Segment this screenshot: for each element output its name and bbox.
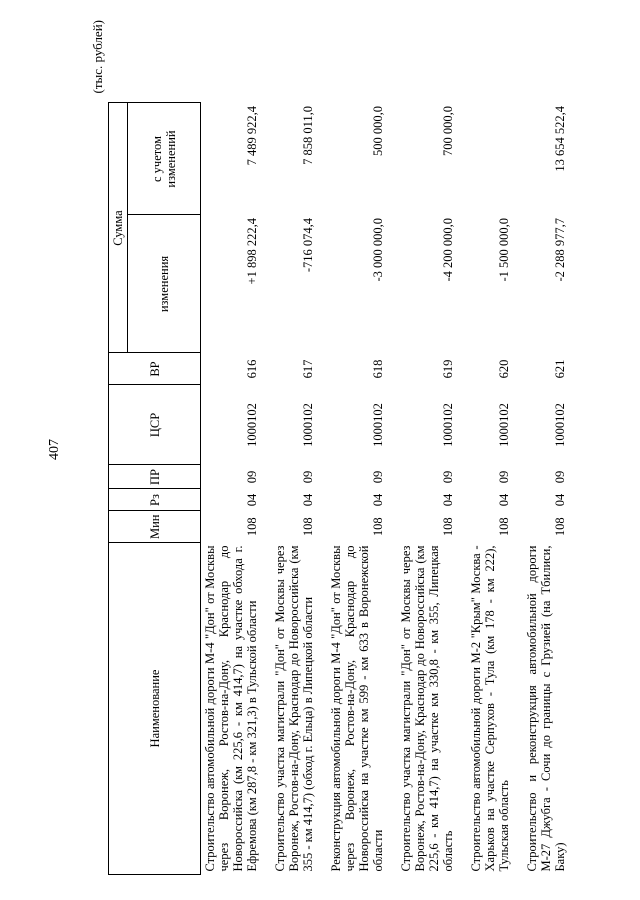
row-separator [513,103,523,875]
row-pr: 09 [497,470,511,484]
table-row [523,103,569,875]
row-rz: 04 [301,493,315,507]
row-rz: 04 [553,493,567,507]
row-change: -716 074,4 [301,218,315,273]
table-row [467,103,513,875]
table-row [201,103,262,875]
row-name: Реконструкция автомобильной дороги М-4 "Дон" от Москвы через Воронеж, Ростов-на-Дону, Краснодар до Новороссийска на участке км 599 - км 633 в Воронежской области [329,545,385,872]
row-total: 500 000,0 [371,106,385,156]
row-change: +1 898 222,4 [245,218,259,285]
row-csr: 1000102 [371,403,385,447]
header-sum: Сумма [109,103,128,353]
row-change: -1 500 000,0 [497,218,511,282]
row-total: 7 489 922,4 [245,106,259,166]
row-min: 108 [497,517,511,537]
row-change: -4 200 000,0 [441,218,455,282]
table-row [397,103,457,875]
row-separator-cell [261,103,271,875]
row-name: Строительство и реконструкция автомобильной дороги М-27 Джубга - Сочи до границы с Грузией (на Тбилиси, Баку) [525,545,567,872]
table-body [201,103,570,875]
row-change: -3 000 000,0 [371,218,385,282]
row-rz: 04 [497,493,511,507]
row-separator-cell [513,103,523,875]
header-vr: ВР [109,353,201,385]
units-label: (тыс. рублей) [90,20,105,94]
header-name: Наименование [109,543,201,875]
row-csr: 1000102 [497,403,511,447]
row-min: 108 [441,517,455,537]
budget-table [108,103,569,876]
row-min: 108 [371,517,385,537]
row-separator [457,103,467,875]
row-pr: 09 [553,470,567,484]
row-total: 13 654 522,4 [553,106,567,172]
row-total: 700 000,0 [441,106,455,156]
row-vr: 617 [301,359,315,379]
row-rz: 04 [441,493,455,507]
row-pr: 09 [371,470,385,484]
row-min: 108 [301,517,315,537]
row-separator-cell [457,103,467,875]
row-separator-cell [317,103,327,875]
row-min: 108 [553,517,567,537]
page-number: 407 [47,439,62,461]
row-name: Строительство участка магистрали "Дон" от Москвы через Воронеж, Ростов-на-Дону, Краснодар до Новороссийска (км 355 - км 414,7) (обход г. Ельца) в Липецкой области [273,545,315,872]
row-separator-cell [387,103,397,875]
row-csr: 1000102 [553,403,567,447]
row-pr: 09 [301,470,315,484]
row-vr: 616 [245,359,259,379]
table-row [271,103,317,875]
row-separator [387,103,397,875]
row-total: 7 858 011,0 [301,106,315,165]
row-vr: 618 [371,359,385,379]
header-csr: ЦСР [109,385,201,465]
header-min: Мин [109,511,201,543]
header-change: изменения [128,215,201,353]
row-vr: 620 [497,359,511,379]
row-vr: 621 [553,359,567,379]
row-min: 108 [245,517,259,537]
row-csr: 1000102 [301,403,315,447]
row-separator [317,103,327,875]
row-change: -2 288 977,7 [553,218,567,282]
row-name: Строительство участка магистрали "Дон" от Москвы через Воронеж, Ростов-на-Дону, Краснодар до Новороссийска (км 225,6 - км 414,7) на участке км 330,8 - км 355, Липецкая область [399,545,455,872]
row-name: Строительство автомобильной дороги М-2 "Крым" Москва - Харьков на участке Серпухов - Тула (км 178 - км 222), Тульская область [469,545,511,872]
row-vr: 619 [441,359,455,379]
table-row [327,103,387,875]
row-name: Строительство автомобильной дороги М-4 "Дон" от Москвы через Воронеж, Ростов-на-Дону, Краснодар до Новороссийска (км 225,6 - км 414,7) на участке обхода г. Ефремова (км 287,8 - км 321,3) в Тульской области [203,545,259,872]
row-csr: 1000102 [441,403,455,447]
rotated-table-area [80,0,640,900]
header-with-changes: с учетом изменений [128,103,201,215]
row-pr: 09 [245,470,259,484]
header-pr: ПР [109,465,201,489]
row-rz: 04 [371,493,385,507]
row-total [467,103,513,215]
row-csr: 1000102 [245,403,259,447]
row-pr: 09 [441,470,455,484]
row-separator [261,103,271,875]
row-rz: 04 [245,493,259,507]
header-rz: Рз [109,489,201,511]
